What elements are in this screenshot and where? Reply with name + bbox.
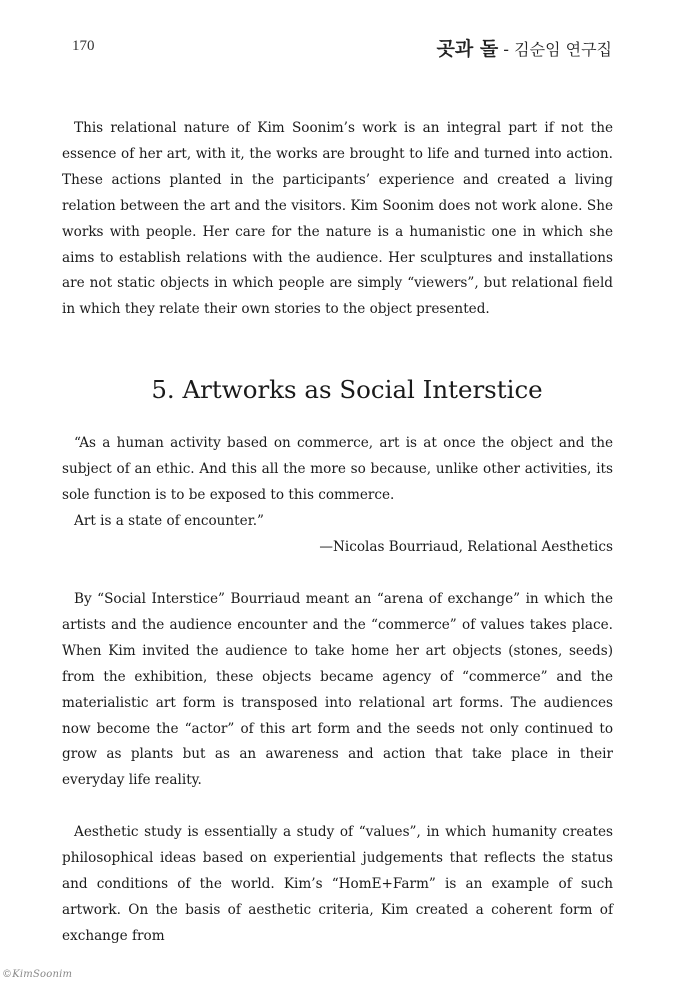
- copyright-watermark: ©KimSoonim: [2, 969, 73, 980]
- quote-text: “As a human activity based on commerce, art is at once the object and the subject of an ethic. And this all the more so because, unlike other activities, its sole function is to be exposed to this commerce.: [62, 435, 613, 503]
- paragraph-text: Aesthetic study is essentially a study of “values”, in which humanity creates philosophical ideas based on experiential judgements that reflects the status and conditions of the world. Kim’s “HomE+Farm” is an example of such artwork. On the basis of aesthetic criteria, Kim created a coherent form of exchange from: [62, 824, 613, 944]
- quote-text-closing: Art is a state of encounter.”: [74, 512, 264, 529]
- running-head-subtitle: 김순임 연구집: [514, 40, 612, 59]
- running-head-separator: -: [498, 40, 515, 59]
- section-heading: 5. Artworks as Social Interstice: [151, 375, 543, 404]
- running-head: [437, 34, 612, 61]
- epigraph-quote: [62, 431, 613, 561]
- body-paragraph-2: [62, 587, 613, 794]
- running-head-title: 곳과 돌: [436, 38, 499, 60]
- body-paragraph-1: [62, 116, 613, 323]
- body-paragraph-3: [62, 820, 613, 950]
- quote-attribution: —Nicolas Bourriaud, Relational Aesthetics: [319, 538, 613, 555]
- paragraph-text: By “Social Interstice” Bourriaud meant an “arena of exchange” in which the artists and the audience encounter and the “commerce” of values takes place. When Kim invited the audience to take home her art objects (stones, seeds) from the exhibition, these objects became agency of “commerce” and the materialistic art form is transposed into relational art forms. The audiences now become the “actor” of this art form and the seeds not only continued to grow as plants but as an awareness and action that take place in their everyday life reality.: [62, 591, 613, 789]
- paragraph-text: This relational nature of Kim Soonim’s work is an integral part if not the essence of her art, with it, the works are brought to life and turned into action. These actions planted in the participants’ experience and created a living relation between the art and the visitors. Kim Soonim does not work alone. She works with people. Her care for the nature is a humanistic one in which she aims to establish relations with the audience. Her sculptures and installations are not static objects in which people are simply “viewers”, but relational field in which they relate their own stories to the object presented.: [62, 120, 613, 318]
- page-number: 170: [72, 38, 95, 54]
